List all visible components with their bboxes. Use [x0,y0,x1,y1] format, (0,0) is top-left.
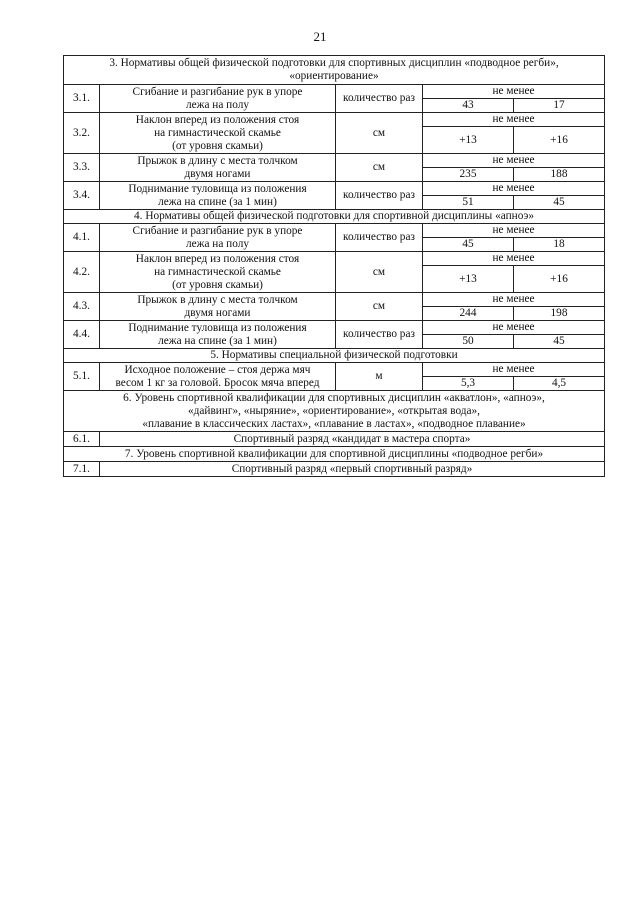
exercise-cell: Прыжок в длину с места толчком двумя ногами [100,293,336,321]
norms-table [63,55,605,477]
table-row [64,462,605,477]
row-number: 3.3. [64,154,100,182]
table-row [64,363,605,377]
rank-cell: Спортивный разряд «кандидат в мастера спорта» [100,432,605,447]
row-number: 4.4. [64,321,100,349]
section-title: 6. Уровень спортивной квалификации для спортивных дисциплин «акватлон», «апноэ», «дайвинг», «ныряние», «ориентирование», «открытая вода», «плавание в классических ластах», «плавание в ластах», «подводное плавание» [64,391,605,432]
page-number: 21 [313,29,327,44]
section-title: 3. Нормативы общей физической подготовки для спортивных дисциплин «подводное регби», «ориентирование» [64,56,605,85]
exercise-cell: Прыжок в длину с места толчком двумя ногами [100,154,336,182]
table-row [64,252,605,266]
row-number: 4.3. [64,293,100,321]
unit-cell: см [336,113,423,154]
unit-cell: см [336,293,423,321]
section-5-header [64,349,605,363]
exercise-cell: Исходное положение – стоя держа мяч весом 1 кг за головой. Бросок мяча вперед [100,363,336,391]
value-cell: 5,3 [423,377,514,391]
row-number: 3.4. [64,182,100,210]
value-cell: 51 [423,196,514,210]
value-cell: +16 [514,127,605,154]
value-cell: 45 [514,196,605,210]
value-cell: +16 [514,266,605,293]
value-cell: 18 [514,238,605,252]
section-7-header [64,447,605,462]
value-cell: 43 [423,99,514,113]
table-row [64,85,605,99]
norm-label: не менее [423,293,605,307]
row-number: 5.1. [64,363,100,391]
norm-label: не менее [423,363,605,377]
table-row [64,224,605,238]
value-cell: 235 [423,168,514,182]
unit-cell: количество раз [336,321,423,349]
norm-label: не менее [423,85,605,99]
norm-label: не менее [423,252,605,266]
section-title: 4. Нормативы общей физической подготовки для спортивной дисциплины «апноэ» [64,210,605,224]
unit-cell: количество раз [336,224,423,252]
row-number: 3.2. [64,113,100,154]
norm-label: не менее [423,182,605,196]
norm-label: не менее [423,321,605,335]
rank-cell: Спортивный разряд «первый спортивный разряд» [100,462,605,477]
value-cell: 188 [514,168,605,182]
value-cell: 244 [423,307,514,321]
unit-cell: см [336,252,423,293]
value-cell: 45 [423,238,514,252]
value-cell: +13 [423,127,514,154]
exercise-cell: Поднимание туловища из положения лежа на спине (за 1 мин) [100,321,336,349]
value-cell: 4,5 [514,377,605,391]
value-cell: 198 [514,307,605,321]
value-cell: 50 [423,335,514,349]
unit-cell: количество раз [336,182,423,210]
section-title: 5. Нормативы специальной физической подготовки [64,349,605,363]
row-number: 4.2. [64,252,100,293]
unit-cell: см [336,154,423,182]
norm-label: не менее [423,154,605,168]
exercise-cell: Наклон вперед из положения стоя на гимнастической скамье (от уровня скамьи) [100,252,336,293]
section-3-header [64,56,605,85]
row-number: 6.1. [64,432,100,447]
value-cell: 45 [514,335,605,349]
value-cell: 17 [514,99,605,113]
norm-label: не менее [423,113,605,127]
section-title: 7. Уровень спортивной квалификации для спортивной дисциплины «подводное регби» [64,447,605,462]
table-row [64,182,605,196]
row-number: 7.1. [64,462,100,477]
norm-label: не менее [423,224,605,238]
table-row [64,293,605,307]
unit-cell: количество раз [336,85,423,113]
table-row [64,113,605,127]
table-row [64,321,605,335]
exercise-cell: Сгибание и разгибание рук в упоре лежа на полу [100,224,336,252]
section-4-header [64,210,605,224]
row-number: 3.1. [64,85,100,113]
exercise-cell: Сгибание и разгибание рук в упоре лежа на полу [100,85,336,113]
row-number: 4.1. [64,224,100,252]
table-row [64,154,605,168]
exercise-cell: Наклон вперед из положения стоя на гимнастической скамье (от уровня скамьи) [100,113,336,154]
value-cell: +13 [423,266,514,293]
table-row [64,432,605,447]
unit-cell: м [336,363,423,391]
section-6-header [64,391,605,432]
exercise-cell: Поднимание туловища из положения лежа на спине (за 1 мин) [100,182,336,210]
